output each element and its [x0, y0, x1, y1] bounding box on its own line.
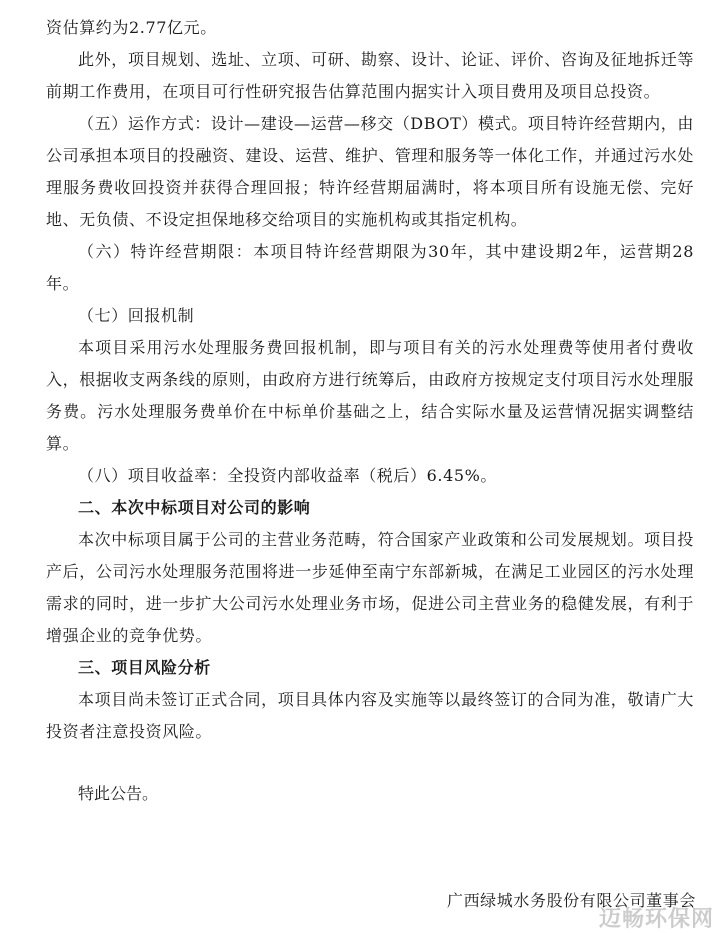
paragraph-risk: 本项目尚未签订正式合同，项目具体内容及实施等以最终签订的合同为准，敬请广大投资者注意投资风险。: [46, 690, 694, 741]
paragraph-operation-mode: （五）运作方式：设计—建设—运营—移交（DBOT）模式。项目特许经营期内，由公司承担本项目的投融资、建设、运营、维护、管理和服务等一体化工作，并通过污水处理服务费收回投资并获得合理回报；特许经营期届满时，将本项目所有设施无偿、完好地、无负债、不设定担保地移交给项目的实施机构或其指定机构。: [46, 114, 694, 229]
paragraph-impact: 本次中标项目属于公司的主营业务范畴，符合国家产业政策和公司发展规划。项目投产后，公司污水处理服务范围将进一步延伸至南宁东部新城，在满足工业园区的污水处理需求的同时，进一步扩大公司污水处理业务市场，促进公司主营业务的稳健发展，有利于增强企业的竞争优势。: [46, 530, 694, 645]
section-heading-risk: 三、项目风险分析: [78, 658, 211, 677]
paragraph-concession-period: （六）特许经营期限：本项目特许经营期限为30年，其中建设期2年，运营期28年。: [46, 242, 694, 293]
paragraph-return-mechanism: 本项目采用污水处理服务费回报机制，即与项目有关的污水处理费等使用者付费收入，根据收支两条线的原则，由政府方进行统筹后，由政府方按规定支付项目污水处理服务费。污水处理服务费单价在中标单价基础之上，结合实际水量及运营情况据实调整结算。: [46, 338, 694, 453]
paragraph-return-mechanism-title: （七）回报机制: [78, 306, 195, 325]
signature-board: 广西绿城水务股份有限公司董事会: [446, 891, 696, 910]
paragraph-estimate-tail: 资估算约为2.77亿元。: [46, 18, 217, 37]
watermark-logo: 迈畅环保网: [598, 907, 714, 932]
section-heading-impact: 二、本次中标项目对公司的影响: [78, 498, 311, 517]
document-body: [46, 12, 694, 810]
closing-statement: 特此公告。: [78, 784, 159, 803]
paragraph-project-yield: （八）项目收益率：全投资内部收益率（税后）6.45%。: [78, 466, 498, 485]
paragraph-preliminary-costs: 此外，项目规划、选址、立项、可研、勘察、设计、论证、评价、咨询及征地拆迁等前期工作费用，在项目可行性研究报告估算范围内据实计入项目费用及项目总投资。: [46, 50, 694, 101]
